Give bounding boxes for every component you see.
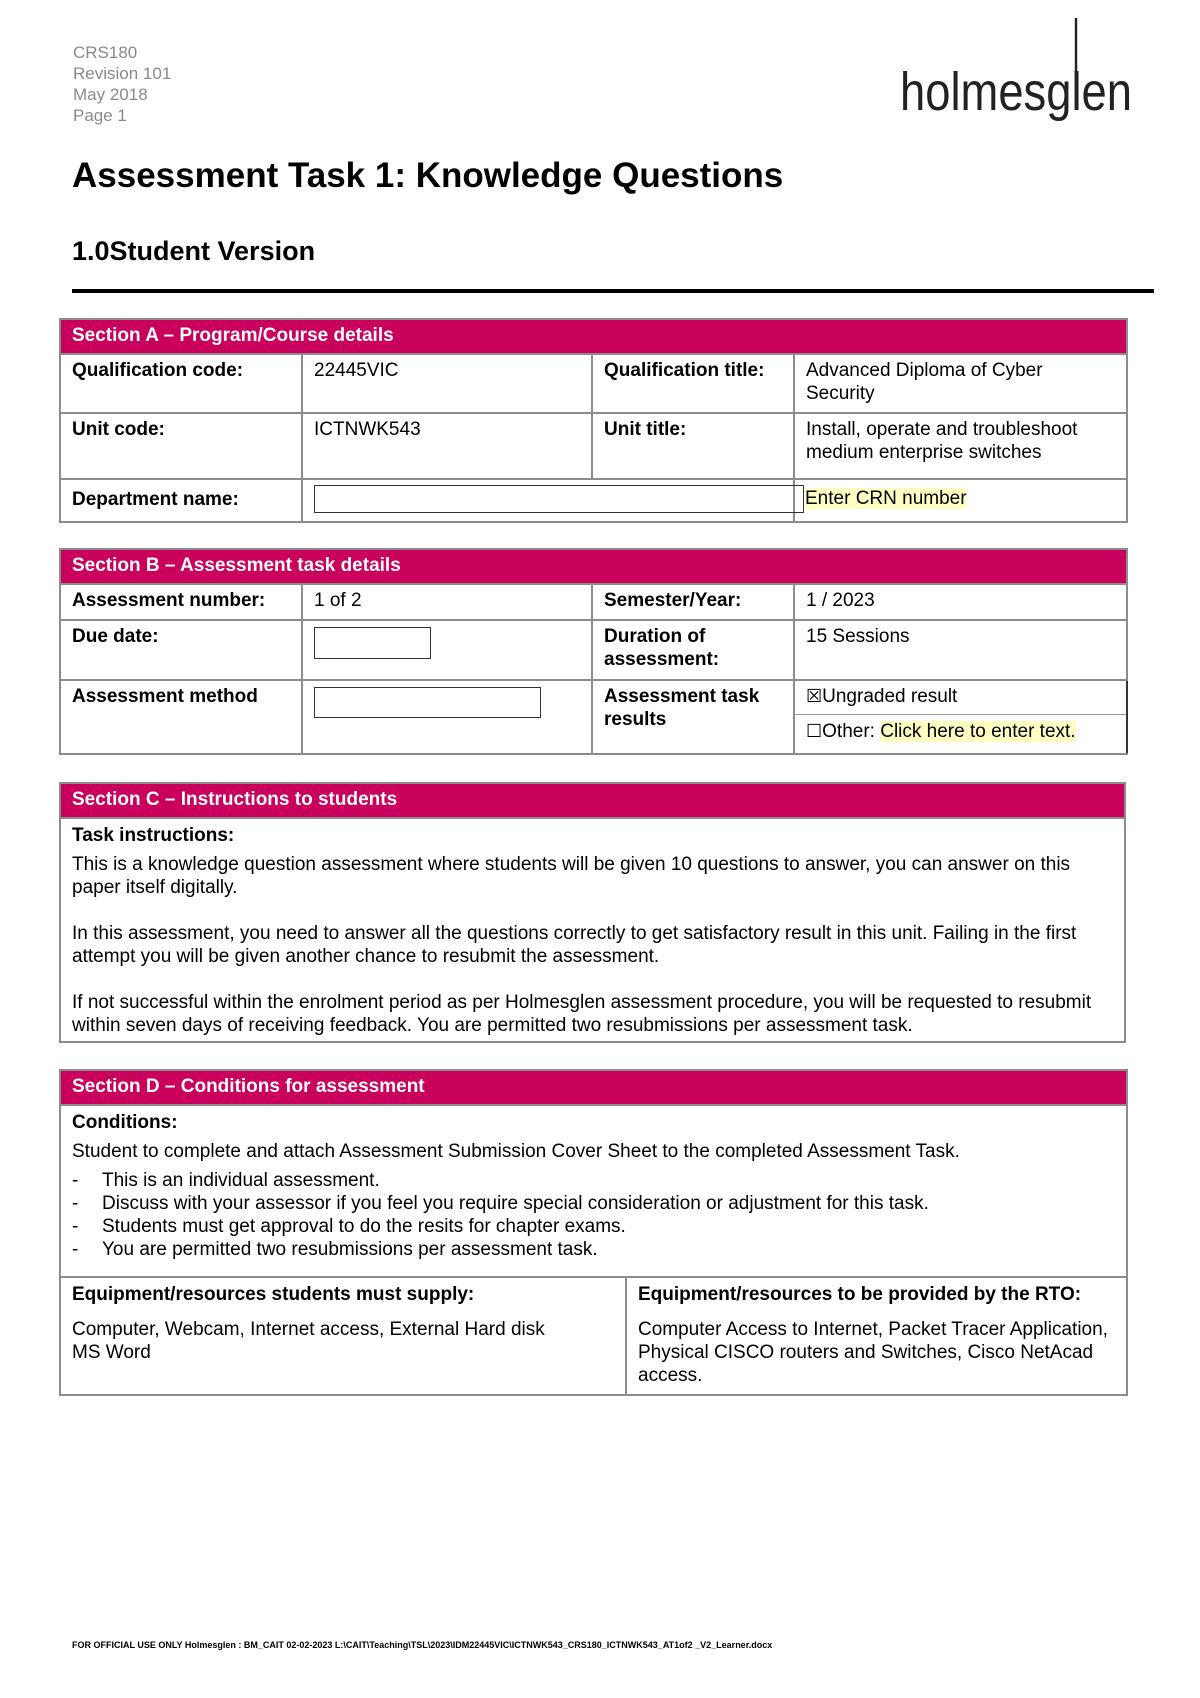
- section-a-table: [59, 318, 1128, 523]
- section-d-header: Section D – Conditions for assessment: [60, 1070, 1127, 1105]
- section-a-header: Section A – Program/Course details: [60, 319, 1127, 354]
- student-resources-line-2: MS Word: [72, 1342, 151, 1363]
- section-c-body: [60, 818, 1125, 1042]
- qualification-code-label: Qualification code:: [60, 354, 302, 413]
- qualification-code-value: 22445VIC: [302, 354, 592, 413]
- semester-label: Semester/Year:: [592, 584, 794, 620]
- assessment-number-value: 1 of 2: [302, 584, 592, 620]
- rto-resources-cell: [626, 1277, 1127, 1395]
- student-resources-line-1: Computer, Webcam, Internet access, External Hard disk: [72, 1319, 545, 1340]
- checked-box-icon[interactable]: ☒: [806, 686, 823, 706]
- document-meta: [73, 42, 171, 126]
- page-number: Page 1: [73, 106, 127, 125]
- unit-title-value: Install, operate and troubleshoot medium enterprise switches: [794, 413, 1127, 479]
- svg-text:holmesglen: holmesglen: [900, 62, 1132, 122]
- list-item: - You are permitted two resubmissions per assessment task.: [72, 1238, 1116, 1261]
- instructions-paragraph-3: If not successful within the enrolment period as per Holmesglen assessment procedure, you will be requested to resubmit within seven days of receiving feedback. You are permitted two resubmissions per assessment task.: [72, 992, 1092, 1036]
- document-revision: Revision 101: [73, 64, 172, 83]
- student-resources-label: Equipment/resources students must supply:: [72, 1284, 475, 1305]
- ungraded-label: Ungraded result: [822, 686, 958, 707]
- assessment-method-label: Assessment method: [60, 680, 302, 754]
- crn-number-field[interactable]: Enter CRN number: [805, 488, 967, 509]
- ungraded-option[interactable]: [795, 681, 1126, 715]
- logo-graphic: [898, 16, 1133, 128]
- results-label: Assessment task results: [592, 680, 794, 754]
- section-d-body: [60, 1105, 1127, 1277]
- instructions-paragraph-2: In this assessment, you need to answer all the questions correctly to get satisfactory result in this unit. Failing in the first attempt you will be given another chance to resubmit the assessment.: [72, 923, 1077, 967]
- conditions-label: Conditions:: [72, 1112, 178, 1133]
- unchecked-box-icon[interactable]: ☐: [806, 721, 823, 741]
- duration-value: 15 Sessions: [794, 620, 1127, 680]
- crn-cell: [794, 479, 1127, 522]
- unit-code-label: Unit code:: [60, 413, 302, 479]
- due-date-label: Due date:: [60, 620, 302, 680]
- department-name-input[interactable]: [314, 485, 804, 513]
- document-code: CRS180: [73, 43, 138, 62]
- document-date: May 2018: [73, 85, 148, 104]
- other-text-field[interactable]: Click here to enter text.: [880, 721, 1076, 742]
- holmesglen-logo: [898, 16, 1133, 128]
- page-subtitle: 1.0Student Version: [72, 236, 316, 266]
- qualification-title-label: Qualification title:: [592, 354, 794, 413]
- unit-code-value: ICTNWK543: [302, 413, 592, 479]
- other-label: Other:: [822, 721, 881, 742]
- qualification-title-value: Advanced Diploma of Cyber Security: [794, 354, 1127, 413]
- conditions-list: [72, 1169, 1116, 1261]
- student-resources-cell: [60, 1277, 626, 1395]
- results-cell: [794, 680, 1127, 754]
- duration-label: Duration of assessment:: [592, 620, 794, 680]
- department-label: Department name:: [60, 479, 302, 522]
- assessment-number-label: Assessment number:: [60, 584, 302, 620]
- conditions-intro: Student to complete and attach Assessment Submission Cover Sheet to the completed Assessment Task.: [72, 1141, 960, 1162]
- rto-resources-text: Computer Access to Internet, Packet Tracer Application, Physical CISCO routers and Switches, Cisco NetAcad access.: [638, 1319, 1108, 1386]
- section-c-header: Section C – Instructions to students: [60, 783, 1125, 818]
- section-c-table: [59, 782, 1126, 1043]
- title-divider: [72, 289, 1154, 293]
- section-b-header: Section B – Assessment task details: [60, 549, 1127, 584]
- page-title: Assessment Task 1: Knowledge Questions: [72, 156, 784, 195]
- list-item: - This is an individual assessment.: [72, 1169, 1116, 1192]
- assessment-method-cell: [302, 680, 592, 754]
- section-d-table: [59, 1069, 1128, 1396]
- unit-title-label: Unit title:: [592, 413, 794, 479]
- assessment-method-input[interactable]: [314, 687, 541, 718]
- instructions-paragraph-1: This is a knowledge question assessment where students will be given 10 questions to answer, you can answer on this paper itself digitally.: [72, 854, 1071, 898]
- task-instructions-label: Task instructions:: [72, 825, 235, 846]
- semester-value: 1 / 2023: [794, 584, 1127, 620]
- section-b-table: [59, 548, 1128, 755]
- list-item: - Discuss with your assessor if you feel you require special consideration or adjustment for this task.: [72, 1192, 1116, 1215]
- due-date-input[interactable]: [314, 627, 431, 659]
- list-item: - Students must get approval to do the resits for chapter exams.: [72, 1215, 1116, 1238]
- rto-resources-label: Equipment/resources to be provided by the RTO:: [638, 1284, 1082, 1305]
- due-date-cell: [302, 620, 592, 680]
- department-cell: [302, 479, 794, 522]
- footer-text: FOR OFFICIAL USE ONLY Holmesglen : BM_CAIT 02-02-2023 L:\CAIT\Teaching\TSL\2023\IDM22445VIC\ICTNWK543_CRS180_ICTNWK543_AT1of2 _V2_Learner.docx: [72, 1640, 773, 1650]
- other-option[interactable]: [795, 715, 1126, 747]
